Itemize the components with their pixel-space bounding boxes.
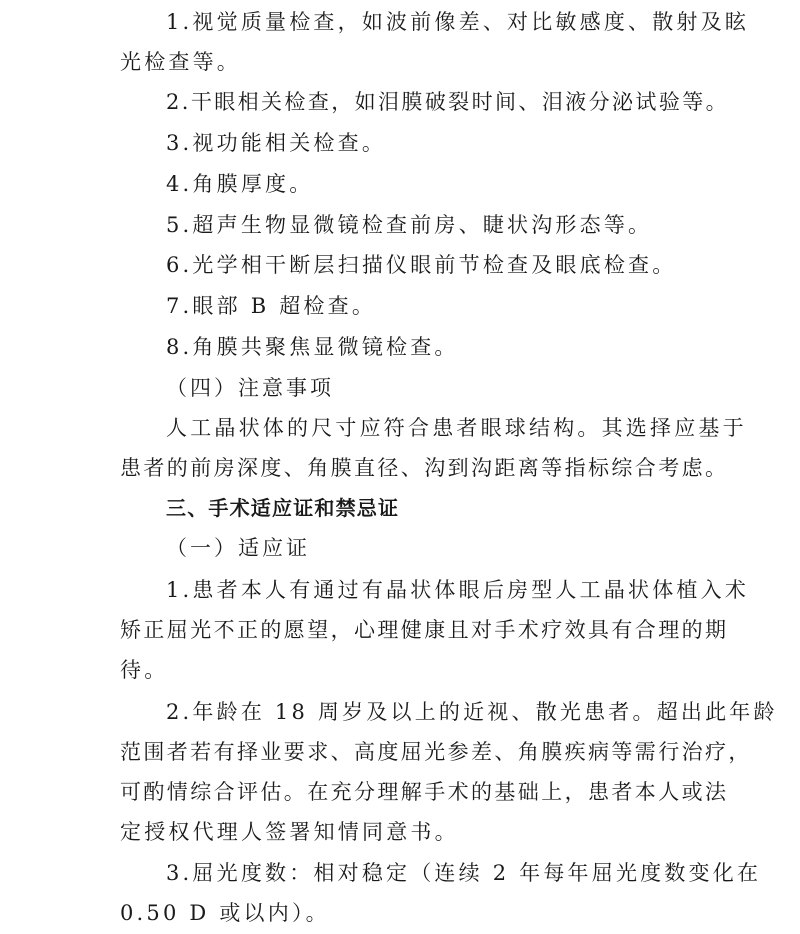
list-item-oct: 6.光学相干断层扫描仪眼前节检查及眼底检查。: [166, 253, 677, 277]
list-item-confocal: 8.角膜共聚焦显微镜检查。: [166, 335, 459, 359]
list-item-visual-quality: 1.视觉质量检查，如波前像差、对比敏感度、散射及眩: [166, 10, 750, 34]
paragraph-lens-size-cont: 患者的前房深度、角膜直径、沟到沟距离等指标综合考虑。: [120, 456, 729, 480]
paragraph-indication-3-cont: 0.50 D 或以内）。: [120, 901, 330, 925]
paragraph-indication-2: 2.年龄在 18 周岁及以上的近视、散光患者。超出此年龄: [166, 700, 778, 724]
paragraph-indication-1: 1.患者本人有通过有晶状体眼后房型人工晶状体植入术: [166, 578, 750, 602]
list-item-corneal-thickness: 4.角膜厚度。: [166, 172, 314, 196]
paragraph-indication-2-end: 定授权代理人签署知情同意书。: [120, 820, 459, 844]
paragraph-indication-1-end: 待。: [120, 658, 169, 682]
list-item-visual-quality-cont: 光检查等。: [120, 50, 241, 74]
paragraph-indication-3: 3.屈光度数：相对稳定（连续 2 年每年屈光度数变化在: [166, 861, 762, 885]
section-heading-indications: （一）适应证: [166, 536, 310, 560]
paragraph-lens-size: 人工晶状体的尺寸应符合患者眼球结构。其选择应基于: [166, 416, 747, 440]
paragraph-indication-2-cont2: 可酌情综合评估。在充分理解手术的基础上，患者本人或法: [120, 780, 729, 804]
list-item-visual-function: 3.视功能相关检查。: [166, 131, 387, 155]
list-item-b-scan: 7.眼部 B 超检查。: [166, 294, 377, 318]
paragraph-indication-1-cont: 矫正屈光不正的愿望，心理健康且对手术疗效具有合理的期: [120, 618, 729, 642]
paragraph-indication-2-cont: 范围者若有择业要求、高度屈光参差、角膜疾病等需行治疗，: [120, 740, 752, 764]
list-item-ultrasound-biomicroscopy: 5.超声生物显微镜检查前房、睫状沟形态等。: [166, 213, 653, 237]
chapter-heading-indications: 三、手术适应证和禁忌证: [166, 496, 400, 520]
list-item-dry-eye: 2.干眼相关检查，如泪膜破裂时间、泪液分泌试验等。: [166, 90, 730, 114]
section-heading-precautions: （四）注意事项: [166, 376, 334, 400]
